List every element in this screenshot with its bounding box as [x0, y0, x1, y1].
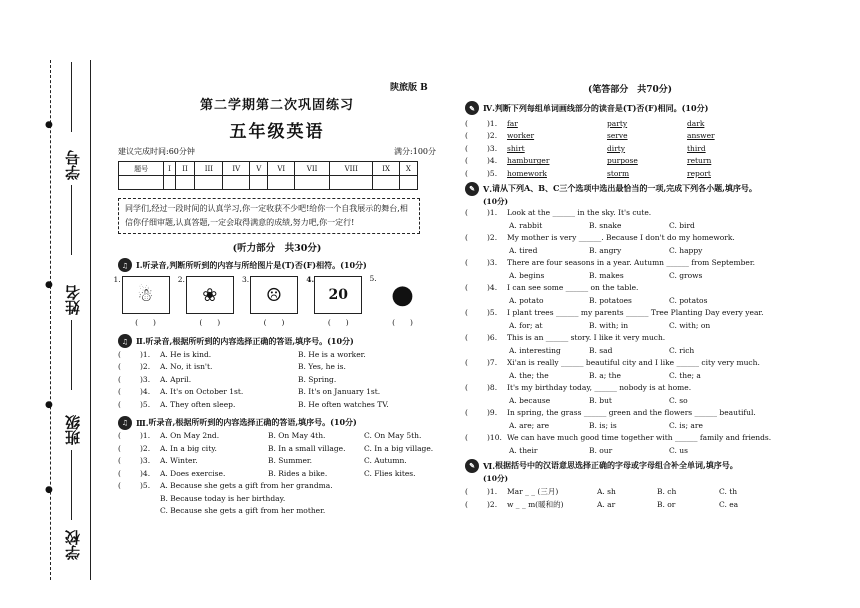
question-3-heading	[118, 416, 436, 430]
score-header: VII	[295, 162, 330, 176]
answer-paren[interactable]: (	[118, 468, 121, 478]
question-label: Ⅲ.	[136, 417, 149, 428]
option-c: C. us	[669, 445, 688, 455]
item-number: )3.	[140, 456, 151, 466]
option-b: B. snake	[589, 220, 622, 230]
answer-paren[interactable]: (	[465, 233, 468, 243]
option-b: B. ch	[657, 487, 677, 497]
item-question: It's my birthday today, ______ nobody is at home.	[507, 383, 692, 393]
score-cell[interactable]	[119, 176, 164, 190]
option-b: B. with; in	[589, 320, 629, 330]
option-b: B. Summer.	[268, 456, 313, 466]
snowman-icon: ☃	[137, 284, 154, 306]
question-label: Ⅵ.	[483, 460, 495, 471]
encouragement-notice: 同学们,经过一段时间的认真学习,你一定收获不少吧!给你一个自我展示的舞台,相信你仔细审题,认真答题,一定会取得满意的成绩,努力吧,你一定行!	[118, 198, 420, 234]
exam-subject: 五年级英语	[229, 122, 325, 142]
question-text: 判断下列每组单词画线部分的读音是(T)否(F)相同。(10分)	[494, 102, 709, 113]
option-b: B. Rides a bike.	[268, 468, 328, 478]
word-1: shirt	[507, 143, 525, 153]
option-b: B. Yes, he is.	[298, 362, 346, 372]
answer-paren[interactable]: (	[118, 399, 121, 409]
word-1: homework	[507, 168, 547, 178]
option-c: C. ea	[719, 499, 739, 509]
list-item	[465, 167, 795, 180]
flower-icon: ❀	[202, 284, 218, 306]
picture-item	[113, 275, 173, 328]
score-header: X	[399, 162, 417, 176]
binding-mark: ●	[45, 120, 53, 130]
answer-paren[interactable]: (	[118, 387, 121, 397]
option-c: C. so	[669, 395, 688, 405]
question-text: 根据括号中的汉语意思选择正确的字母或字母组合补全单词,填序号。	[494, 460, 738, 470]
calendar-picture	[306, 275, 362, 314]
item-number: )9.	[487, 408, 498, 418]
dashed-cut-line	[50, 60, 51, 580]
option-a: A. Because she gets a gift from her grandma.	[160, 481, 333, 491]
item-question: This is an ______ story. I like it very much.	[507, 333, 666, 343]
item-number: )5.	[140, 399, 151, 409]
list-item	[118, 467, 436, 480]
answer-paren[interactable]: (	[465, 308, 468, 318]
picture-number: 1.	[113, 275, 121, 284]
option-b: B. potatoes	[589, 295, 632, 305]
option-a: A. In a big city.	[160, 443, 217, 453]
answer-paren[interactable]: (	[465, 499, 468, 509]
question-2-heading	[118, 334, 436, 348]
option-row	[465, 294, 795, 307]
option-a: A. It's on October 1st.	[160, 387, 244, 397]
option-b: B. is; is	[589, 420, 617, 430]
item-question: In spring, the grass ______ green and the flowers ______ beautiful.	[507, 408, 756, 418]
option-a: A. They often sleep.	[160, 399, 236, 409]
picture-item	[177, 275, 237, 328]
item-question: We can have much good time together with ______ family and friends.	[507, 433, 772, 443]
list-item	[465, 307, 795, 320]
item-question: Xi'an is really ______ beautiful city and I like ______ city very much.	[507, 358, 760, 368]
time-label: 建议完成时间:60分钟	[118, 147, 195, 156]
answer-paren[interactable]: ( )	[199, 318, 221, 327]
option-a: A. Winter.	[160, 456, 198, 466]
answer-paren[interactable]: (	[465, 143, 468, 153]
item-number: )5.	[487, 308, 498, 318]
item-number: )7.	[487, 358, 498, 368]
word-2: storm	[607, 168, 630, 178]
option-b: B. our	[589, 445, 613, 455]
class-blank[interactable]	[71, 320, 72, 390]
option-a: A. tired	[509, 245, 538, 255]
list-item	[118, 386, 436, 399]
list-item	[118, 361, 436, 374]
word-3: answer	[687, 131, 715, 141]
option-c: C. Because she gets a gift from her mother.	[160, 506, 326, 516]
answer-paren[interactable]: (	[465, 487, 468, 497]
word-3: third	[687, 143, 706, 153]
number-blank[interactable]	[71, 62, 72, 132]
number-label: 学号	[64, 150, 82, 180]
grapes-icon: ●	[391, 280, 414, 310]
option-c: C. is; are	[669, 420, 703, 430]
score-cell[interactable]	[399, 176, 417, 190]
option-row	[465, 369, 795, 382]
question-1-heading	[118, 258, 436, 272]
full-score-label: 满分:100分	[394, 147, 436, 156]
question-4-items	[465, 117, 795, 180]
item-question: Look at the ______ in the sky. It's cute.	[507, 208, 652, 218]
option-b: B. sad	[589, 345, 613, 355]
question-2-items	[118, 348, 436, 411]
score-header: V	[250, 162, 268, 176]
option-row	[465, 219, 795, 232]
list-item	[465, 130, 795, 143]
question-label: Ⅱ.	[136, 336, 146, 346]
option-b: B. angry	[589, 245, 622, 255]
picture-item	[369, 274, 430, 328]
question-text: 听录音,判断所听到的内容与所给图片是(T)否(F)相符。(10分)	[142, 259, 367, 270]
score-header: II	[175, 162, 195, 176]
score-header: VI	[268, 162, 295, 176]
list-item	[465, 357, 795, 370]
right-column	[465, 78, 795, 511]
option-a: A. No, it isn't.	[160, 362, 213, 372]
binding-mark: ●	[45, 280, 53, 290]
item-number: )4.	[140, 387, 151, 397]
option-c: C. potatos	[669, 295, 708, 305]
score-header: III	[195, 162, 223, 176]
list-item	[465, 232, 795, 245]
exam-title: 第二学期第二次巩固练习	[199, 98, 354, 113]
item-number: )2.	[140, 443, 151, 453]
question-text: 听录音,根据所听到的内容选择正确的答语,填序号。(10分)	[148, 417, 357, 427]
picture-row	[113, 274, 430, 328]
word-1: hamburger	[507, 156, 550, 166]
list-item	[118, 430, 436, 443]
item-number: )3.	[487, 143, 498, 153]
score-header: IX	[373, 162, 399, 176]
option-a: A. potato	[509, 295, 544, 305]
listening-section-title: (听力部分 共30分)	[232, 243, 322, 254]
picture-number: 3.	[242, 275, 250, 284]
answer-paren[interactable]: ( )	[327, 318, 349, 327]
score-cell[interactable]	[175, 176, 195, 190]
option-row	[465, 344, 795, 357]
option-a: A. their	[509, 445, 538, 455]
answer-paren[interactable]: (	[118, 349, 121, 359]
binding-strip	[0, 0, 112, 608]
item-question: I can see some ______ on the table.	[507, 283, 639, 293]
answer-paren[interactable]: (	[465, 118, 468, 128]
name-label: 姓名	[64, 285, 82, 315]
item-number: )4.	[140, 468, 151, 478]
question-5-items	[465, 207, 795, 457]
option-row	[465, 319, 795, 332]
question-4-heading	[465, 101, 795, 115]
option-a: A. because	[509, 395, 551, 405]
score-cell[interactable]	[330, 176, 373, 190]
score-table	[118, 161, 418, 190]
answer-paren[interactable]: (	[465, 283, 468, 293]
option-c: C. In a big village.	[364, 443, 434, 453]
option-row	[465, 244, 795, 257]
item-question: Mar _ _ (三月)	[507, 487, 559, 497]
answer-paren[interactable]: (	[465, 208, 468, 218]
answer-paren[interactable]: (	[118, 431, 121, 441]
option-b: B. but	[589, 395, 612, 405]
option-b: B. In a small village.	[268, 443, 346, 453]
name-blank[interactable]	[71, 185, 72, 255]
option-c: C. On May 5th.	[364, 431, 422, 441]
question-label: Ⅰ.	[136, 260, 143, 270]
item-number: )1.	[140, 431, 151, 441]
word-2: party	[607, 118, 628, 128]
option-a: A. April.	[160, 374, 192, 384]
list-item	[465, 117, 795, 130]
word-2: purpose	[607, 156, 638, 166]
edition-label: 陕旅版 B	[390, 83, 428, 93]
grapes-picture	[369, 274, 427, 314]
item-question: There are four seasons in a year. Autumn ______ from September.	[507, 258, 755, 268]
list-item	[465, 432, 795, 445]
item-number: )1.	[487, 208, 498, 218]
option-a: A. He is kind.	[160, 349, 212, 359]
binding-mark: ●	[45, 400, 53, 410]
option-b: B. He is a worker.	[298, 349, 366, 359]
list-item	[465, 498, 795, 511]
answer-paren[interactable]: (	[118, 362, 121, 372]
word-2: dirty	[607, 143, 626, 153]
option-c: C. Autumn.	[364, 456, 407, 466]
option-c: C. with; on	[669, 320, 711, 330]
option-a: A. On May 2nd.	[160, 431, 220, 441]
answer-paren[interactable]: (	[465, 433, 468, 443]
item-number: )2.	[140, 362, 151, 372]
list-item	[118, 455, 436, 468]
option-c: C. rich	[669, 345, 695, 355]
item-number: )2.	[487, 499, 498, 509]
word-1: far	[507, 118, 518, 128]
word-3: dark	[687, 118, 705, 128]
calendar-icon: 20	[328, 287, 348, 303]
option-b: B. On May 4th.	[268, 431, 326, 441]
item-number: )5.	[487, 168, 498, 178]
item-number: )6.	[487, 333, 498, 343]
left-column	[113, 72, 436, 517]
option-c: C. happy	[669, 245, 703, 255]
option-c: C. th	[719, 487, 738, 497]
score-cell[interactable]	[295, 176, 330, 190]
binding-line	[90, 60, 91, 580]
list-item	[118, 373, 436, 386]
item-number: )10.	[487, 433, 502, 443]
item-number: )4.	[487, 283, 498, 293]
list-item	[118, 398, 436, 411]
option-a: A. Does exercise.	[160, 468, 226, 478]
list-item	[465, 257, 795, 270]
item-number: )8.	[487, 383, 498, 393]
angry-face-icon: ☹	[265, 284, 283, 306]
word-3: return	[687, 156, 712, 166]
option-b: B. a; the	[589, 370, 621, 380]
answer-paren[interactable]: (	[465, 156, 468, 166]
school-blank[interactable]	[71, 450, 72, 520]
answer-paren[interactable]: (	[465, 408, 468, 418]
snowman-picture	[113, 275, 170, 314]
item-number: )3.	[487, 258, 498, 268]
list-item	[118, 348, 436, 361]
list-item	[465, 207, 795, 220]
question-score: (10分)	[483, 196, 509, 206]
question-6-heading	[465, 459, 795, 473]
item-number: )1.	[487, 118, 498, 128]
item-number: )5.	[140, 481, 151, 491]
answer-paren[interactable]: (	[118, 443, 121, 453]
option-c: C. the; a	[669, 370, 701, 380]
option-row	[465, 444, 795, 457]
score-cell[interactable]	[164, 176, 175, 190]
word-2: serve	[607, 131, 628, 141]
item-number: )1.	[140, 349, 151, 359]
picture-item	[242, 275, 302, 328]
option-a: A. are; are	[509, 420, 550, 430]
score-cell[interactable]	[373, 176, 399, 190]
question-label: Ⅴ.	[483, 183, 492, 194]
option-row	[465, 269, 795, 282]
score-cell[interactable]	[268, 176, 295, 190]
list-item	[465, 382, 795, 395]
score-header: 题号	[119, 162, 164, 176]
option-row	[465, 419, 795, 432]
item-number: )3.	[140, 374, 151, 384]
list-item	[118, 505, 436, 518]
answer-paren[interactable]: ( )	[392, 318, 413, 327]
option-a: A. the; the	[509, 370, 549, 380]
question-score: (10分)	[483, 473, 509, 483]
exam-meta	[118, 146, 436, 157]
list-item	[465, 486, 795, 499]
option-a: A. ar	[597, 499, 616, 509]
list-item	[118, 480, 436, 493]
item-question: w _ _ m(暖和的)	[507, 499, 564, 509]
option-a: A. interesting	[509, 345, 561, 355]
score-cell[interactable]	[223, 176, 250, 190]
headphones-icon: ♫	[118, 334, 132, 348]
picture-number: 4.	[306, 275, 315, 284]
picture-item	[306, 275, 366, 328]
question-text: 听录音,根据所听到的内容选择正确的答语,填序号。(10分)	[145, 335, 354, 346]
picture-number: 5.	[369, 274, 377, 283]
picture-number: 2.	[177, 275, 185, 284]
item-question: I plant trees ______ my parents ______ Tree Planting Day every year.	[507, 308, 764, 318]
flowers-picture	[177, 275, 234, 314]
question-3-items	[118, 430, 436, 518]
written-section-title: (笔答部分 共70分)	[587, 85, 673, 95]
score-table-score-row	[119, 176, 418, 190]
option-a: A. rabbit	[509, 220, 543, 230]
list-item	[118, 442, 436, 455]
answer-paren[interactable]: (	[465, 168, 468, 178]
option-c: C. Flies kites.	[364, 468, 416, 478]
option-c: C. bird	[669, 220, 695, 230]
score-cell[interactable]	[250, 176, 268, 190]
answer-paren[interactable]: ( )	[263, 318, 285, 327]
answer-paren[interactable]: (	[465, 383, 468, 393]
headphones-icon: ♫	[118, 416, 132, 430]
list-item	[118, 492, 436, 505]
pencil-icon: ✎	[465, 182, 479, 196]
answer-paren[interactable]: (	[118, 481, 121, 491]
binding-mark: ●	[45, 485, 53, 495]
school-label: 学校	[64, 530, 82, 560]
option-b: B. It's on January 1st.	[298, 387, 381, 397]
list-item	[465, 332, 795, 345]
pencil-icon: ✎	[465, 459, 479, 473]
option-b: B. or	[657, 499, 676, 509]
word-3: report	[687, 168, 711, 178]
class-label: 班级	[64, 415, 82, 445]
answer-paren[interactable]: ( )	[135, 318, 156, 327]
option-b: B. Because today is her birthday.	[160, 493, 286, 503]
score-cell[interactable]	[195, 176, 223, 190]
answer-paren[interactable]: (	[465, 258, 468, 268]
pencil-icon: ✎	[465, 101, 479, 115]
question-label: Ⅳ.	[483, 103, 495, 113]
option-b: B. Spring.	[298, 374, 337, 384]
question-5-heading	[465, 182, 795, 196]
score-header: I	[164, 162, 175, 176]
list-item	[465, 155, 795, 168]
option-a: A. sh	[597, 487, 616, 497]
angry-face-picture	[242, 275, 298, 314]
list-item	[465, 407, 795, 420]
answer-paren[interactable]: (	[465, 333, 468, 343]
answer-paren[interactable]: (	[118, 374, 121, 384]
item-number: )1.	[487, 487, 498, 497]
question-6-items	[465, 486, 795, 511]
option-a: A. begins	[509, 270, 545, 280]
item-number: )2.	[487, 131, 498, 141]
option-row	[465, 394, 795, 407]
score-header: IV	[223, 162, 250, 176]
score-header: VIII	[330, 162, 373, 176]
item-number: )4.	[487, 156, 498, 166]
score-table-header-row	[119, 162, 418, 176]
word-1: worker	[507, 131, 535, 141]
option-b: B. He often watches TV.	[298, 399, 389, 409]
option-b: B. makes	[589, 270, 624, 280]
item-question: My mother is very ______. Because I don't do my homework.	[507, 233, 735, 243]
list-item	[465, 142, 795, 155]
list-item	[465, 282, 795, 295]
answer-paren[interactable]: (	[465, 358, 468, 368]
answer-paren[interactable]: (	[118, 456, 121, 466]
answer-paren[interactable]: (	[465, 131, 468, 141]
question-text: 请从下列A、B、C三个选项中选出最恰当的一项,完成下列各小题,填序号。	[492, 183, 757, 193]
option-a: A. for; at	[509, 320, 543, 330]
headphones-icon: ♫	[118, 258, 132, 272]
item-number: )2.	[487, 233, 498, 243]
option-c: C. grows	[669, 270, 703, 280]
